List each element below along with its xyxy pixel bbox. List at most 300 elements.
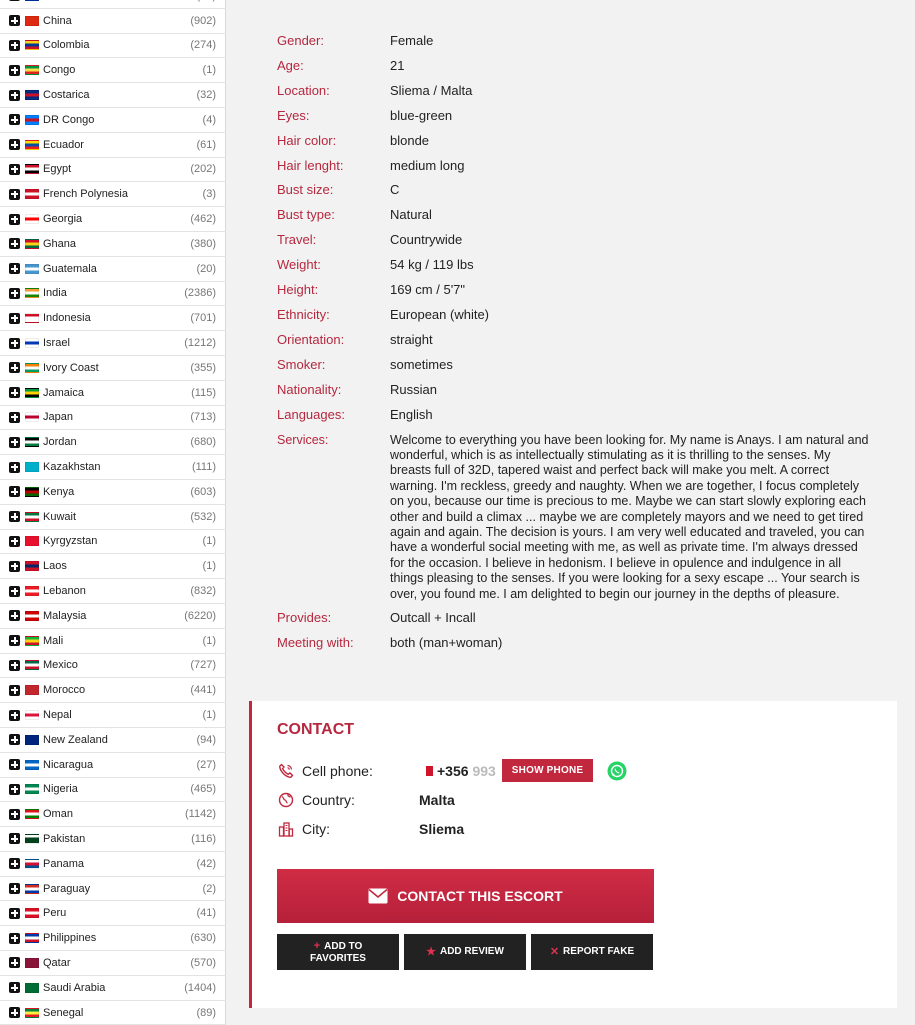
- expand-plus-icon[interactable]: [9, 1007, 20, 1018]
- add-to-favorites-button[interactable]: [277, 934, 399, 970]
- country-flag-icon: [25, 338, 39, 348]
- country-flag-icon: [25, 462, 39, 472]
- country-name: Jordan: [43, 436, 77, 449]
- country-name: New Zealand: [43, 733, 108, 746]
- country-name: Israel: [43, 337, 70, 350]
- expand-plus-icon[interactable]: [9, 610, 20, 621]
- expand-plus-icon[interactable]: [9, 833, 20, 844]
- country-flag-icon: [25, 512, 39, 522]
- sidebar-country-item[interactable]: [0, 728, 226, 753]
- country-flag-icon: [25, 65, 39, 75]
- plus-icon: +: [313, 939, 321, 952]
- envelope-icon: [368, 888, 388, 904]
- expand-plus-icon[interactable]: [9, 114, 20, 125]
- detail-label: Bust size:: [277, 182, 334, 198]
- country-count: (3): [202, 188, 216, 201]
- sidebar-country-item[interactable]: [0, 0, 226, 9]
- detail-value: 21: [390, 57, 405, 73]
- country-flag-icon: [25, 189, 39, 199]
- country-flag-icon: [25, 288, 39, 298]
- sidebar-country-item[interactable]: [0, 926, 226, 951]
- sidebar-country-item[interactable]: [0, 604, 226, 629]
- detail-value: European (white): [390, 306, 489, 322]
- expand-plus-icon[interactable]: [9, 957, 20, 968]
- sidebar-country-item[interactable]: [0, 654, 226, 679]
- country-name: Kuwait: [43, 510, 77, 523]
- country-name: Pakistan: [43, 832, 86, 845]
- country-name: Paraguay: [43, 882, 91, 895]
- city-icon: [278, 821, 294, 837]
- country-flag-icon: [25, 214, 39, 224]
- country-count: (680): [190, 436, 216, 449]
- detail-value: 54 kg / 119 lbs: [390, 257, 474, 273]
- services-label: Services:: [277, 432, 329, 447]
- sidebar-country-item[interactable]: [0, 381, 226, 406]
- country-count: (1): [202, 64, 216, 77]
- country-count: (1212): [184, 337, 216, 350]
- detail-value: both (man+woman): [390, 634, 503, 650]
- report-fake-button[interactable]: [531, 934, 653, 970]
- phone-icon: [278, 763, 294, 779]
- phone-prefix: +356: [437, 762, 469, 779]
- expand-plus-icon[interactable]: [9, 437, 20, 448]
- country-count: (27): [196, 758, 216, 771]
- country-name: China: [43, 14, 72, 27]
- country-flag-icon: [25, 809, 39, 819]
- detail-value: blonde: [390, 132, 430, 148]
- country-count: (727): [190, 659, 216, 672]
- country-count: (462): [190, 213, 216, 226]
- sidebar-country-item[interactable]: [0, 455, 226, 480]
- contact-box: [249, 701, 897, 1008]
- sidebar-country-item[interactable]: [0, 232, 226, 257]
- country-flag-icon: [25, 586, 39, 596]
- detail-value: Sliema / Malta: [390, 82, 473, 98]
- city-label: City:: [302, 821, 330, 837]
- country-flag-icon: [25, 710, 39, 720]
- country-flag-icon: [25, 437, 39, 447]
- country-line: [278, 792, 455, 808]
- sidebar-country-item[interactable]: [0, 827, 226, 852]
- country-label: Country:: [302, 792, 355, 808]
- country-name: DR Congo: [43, 113, 95, 126]
- country-count: (603): [190, 485, 216, 498]
- sidebar-country-item[interactable]: [0, 1001, 226, 1025]
- country-count: (1): [202, 634, 216, 647]
- sidebar-country-item[interactable]: [0, 133, 226, 158]
- city-line: [278, 821, 464, 837]
- detail-row: [277, 253, 877, 278]
- country-flag-icon: [25, 859, 39, 869]
- sidebar-country-item[interactable]: [0, 505, 226, 530]
- country-name: Indonesia: [43, 312, 91, 325]
- country-count: (355): [190, 361, 216, 374]
- expand-plus-icon[interactable]: [9, 288, 20, 299]
- country-count: (570): [190, 956, 216, 969]
- sidebar-country-item[interactable]: [0, 877, 226, 902]
- country-flag-icon: [25, 412, 39, 422]
- country-name: Jamaica: [43, 386, 84, 399]
- detail-row: [277, 129, 877, 154]
- country-flag-icon: [25, 685, 39, 695]
- detail-value: Russian: [390, 381, 437, 397]
- sidebar-country-item[interactable]: [0, 753, 226, 778]
- country-flag-icon: [25, 164, 39, 174]
- sidebar-country-item[interactable]: [0, 58, 226, 83]
- country-count: (465): [190, 783, 216, 796]
- expand-plus-icon[interactable]: [9, 982, 20, 993]
- whatsapp-icon[interactable]: [607, 761, 627, 781]
- country-count: [196, 0, 216, 2]
- expand-plus-icon[interactable]: [9, 313, 20, 324]
- detail-label: Orientation:: [277, 331, 345, 347]
- sidebar-country-item[interactable]: [0, 629, 226, 654]
- country-name: Morocco: [43, 684, 86, 697]
- sidebar-country-item[interactable]: [0, 9, 226, 34]
- sidebar-country-item[interactable]: [0, 34, 226, 59]
- country-count: (89): [196, 1006, 216, 1019]
- cross-icon: ✕: [549, 946, 560, 958]
- detail-value: blue-green: [390, 107, 453, 123]
- country-name: Laos: [43, 560, 67, 573]
- expand-plus-icon[interactable]: [9, 65, 20, 76]
- services-text: Welcome to everything you have been looking for. My name is Anays. I am natural and wonderful, which is as intellectually stimulating as it is thrilling to the senses. My breasts full of 32D, tapered waist and perfect back will make you melt. A correct warning. I'm reckless, greedy and naughty. When we are together, I focus completely on you, because our time is precious to me. Maybe we can start slowly exploring each other and build a climax ... maybe we are completely mayors and we need to get tired again and again. The decision is yours. I am very well educated and traveled, you can have a wonderful social meeting with me, as well as private time. I'm always dressed for the occasion. I believe in hedonism. I believe in opulence and indulgence in all things pleasing to the senses. If you were looking for a sexy escape ... Your search is over, you found me. I am delighted to begin our journey in the depths of pleasure.: [390, 432, 869, 601]
- country-flag-icon: [25, 735, 39, 745]
- country-name: [43, 0, 196, 2]
- expand-plus-icon[interactable]: [9, 338, 20, 349]
- country-count: (1): [202, 709, 216, 721]
- sidebar-country-item[interactable]: [0, 778, 226, 803]
- expand-plus-icon[interactable]: [9, 759, 20, 770]
- sidebar-country-item[interactable]: [0, 480, 226, 505]
- expand-plus-icon[interactable]: [9, 858, 20, 869]
- country-count: (701): [190, 312, 216, 325]
- country-count: (380): [190, 237, 216, 250]
- country-count: (1): [202, 535, 216, 548]
- detail-label: Height:: [277, 282, 319, 298]
- country-count: (116): [191, 832, 216, 845]
- expand-plus-icon[interactable]: [9, 214, 20, 225]
- favorites-label-2: FAVORITES: [310, 952, 366, 964]
- sidebar-country-item[interactable]: [0, 356, 226, 381]
- country-name: Kazakhstan: [43, 461, 101, 474]
- country-count: (6220): [184, 609, 216, 622]
- country-flag-icon: [25, 16, 39, 26]
- contact-escort-label: CONTACT THIS ESCORT: [397, 888, 563, 904]
- star-icon: ★: [426, 946, 436, 958]
- country-count: (713): [190, 411, 216, 424]
- country-name: Malaysia: [43, 609, 87, 622]
- country-flag-icon: [25, 660, 39, 670]
- country-count: (41): [196, 907, 216, 920]
- sidebar-country-item[interactable]: [0, 257, 226, 282]
- country-flag-icon: [25, 363, 39, 373]
- sidebar-country-item[interactable]: [0, 108, 226, 133]
- favorites-label-1: ADD TO: [324, 940, 363, 952]
- country-name: Panama: [43, 857, 84, 870]
- country-name: Ecuador: [43, 138, 84, 151]
- detail-row: [277, 378, 877, 403]
- country-name: Philippines: [43, 932, 97, 945]
- country-count: (111): [191, 461, 216, 474]
- country-name: Saudi Arabia: [43, 981, 106, 994]
- phone-partial: 993: [472, 762, 496, 779]
- detail-row: [277, 203, 877, 228]
- detail-label: Hair color:: [277, 132, 337, 148]
- sidebar-country-item[interactable]: [0, 852, 226, 877]
- country-name: Japan: [43, 411, 73, 424]
- country-flag-icon: [25, 983, 39, 993]
- country-name: Nigeria: [43, 783, 78, 796]
- expand-plus-icon[interactable]: [9, 486, 20, 497]
- country-count: (42): [196, 857, 216, 870]
- country-count: (1): [202, 560, 216, 573]
- country-name: Mali: [43, 634, 64, 647]
- country-count: (32): [196, 89, 216, 102]
- expand-plus-icon[interactable]: [9, 784, 20, 795]
- country-flag-icon: [25, 388, 39, 398]
- country-count: (1142): [185, 808, 216, 821]
- country-count: (274): [190, 39, 216, 52]
- detail-rows-after: [277, 606, 877, 656]
- detail-value: medium long: [390, 157, 465, 173]
- expand-plus-icon[interactable]: [9, 536, 20, 547]
- country-name: Qatar: [43, 956, 71, 969]
- country-count: (61): [196, 138, 216, 151]
- detail-row: [277, 328, 877, 353]
- detail-row: [277, 79, 877, 104]
- detail-row: [277, 403, 877, 428]
- sidebar-country-item[interactable]: [0, 282, 226, 307]
- country-name: Kyrgyzstan: [43, 535, 98, 548]
- country-flag-icon: [25, 115, 39, 125]
- country-flag-icon: [25, 313, 39, 323]
- expand-plus-icon[interactable]: [9, 561, 20, 572]
- detail-value: C: [390, 182, 400, 198]
- sidebar-country-item[interactable]: [0, 306, 226, 331]
- country-flag-icon: [25, 908, 39, 918]
- sidebar-country-item[interactable]: [0, 207, 226, 232]
- country-flag-icon: [25, 487, 39, 497]
- country-name: Nicaragua: [43, 758, 94, 771]
- expand-plus-icon[interactable]: [9, 734, 20, 745]
- sidebar-country-item[interactable]: [0, 182, 226, 207]
- sidebar-country-item[interactable]: [0, 678, 226, 703]
- contact-title: CONTACT: [277, 721, 355, 738]
- detail-label: Meeting with:: [277, 634, 354, 650]
- expand-plus-icon[interactable]: [9, 40, 20, 51]
- expand-plus-icon[interactable]: [9, 908, 20, 919]
- country-name: Peru: [43, 907, 67, 920]
- country-name: Kenya: [43, 485, 75, 498]
- detail-label: Provides:: [277, 609, 332, 625]
- detail-value: Outcall + Incall: [390, 609, 476, 625]
- expand-plus-icon[interactable]: [9, 660, 20, 671]
- cell-phone-line: [278, 759, 627, 782]
- phone-number: [437, 763, 496, 779]
- expand-plus-icon[interactable]: [9, 164, 20, 175]
- country-flag-icon: [25, 611, 39, 621]
- detail-label: Bust type:: [277, 207, 335, 223]
- detail-label: Eyes:: [277, 107, 310, 123]
- detail-value: straight: [390, 331, 433, 347]
- sidebar-country-item[interactable]: [0, 579, 226, 604]
- country-name: India: [43, 287, 67, 300]
- country-flag-icon: [25, 1008, 39, 1018]
- expand-plus-icon[interactable]: [9, 263, 20, 274]
- expand-plus-icon[interactable]: [9, 511, 20, 522]
- expand-plus-icon[interactable]: [9, 90, 20, 101]
- country-name: Guatemala: [43, 262, 97, 275]
- services-row: [277, 428, 877, 606]
- show-phone-button[interactable]: SHOW PHONE: [502, 759, 593, 782]
- country-name: Congo: [43, 64, 76, 77]
- detail-row: [277, 154, 877, 179]
- detail-label: Languages:: [277, 406, 345, 422]
- detail-row: [277, 606, 877, 631]
- country-flag-icon: [25, 784, 39, 794]
- city-value: Sliema: [419, 821, 465, 837]
- detail-row: [277, 104, 877, 129]
- sidebar-country-item[interactable]: [0, 530, 226, 555]
- expand-plus-icon[interactable]: [9, 139, 20, 150]
- profile-details: [277, 29, 877, 656]
- detail-row: [277, 303, 877, 328]
- report-label: REPORT FAKE: [563, 946, 635, 957]
- country-count: (630): [190, 932, 216, 945]
- cell-phone-label: Cell phone:: [302, 762, 373, 779]
- country-flag-icon: [25, 40, 39, 50]
- expand-plus-icon[interactable]: [9, 412, 20, 423]
- country-flag-icon: [25, 933, 39, 943]
- sidebar-country-item[interactable]: [0, 802, 226, 827]
- country-count: (2386): [184, 287, 216, 300]
- detail-value: sometimes: [390, 356, 453, 372]
- country-name: Egypt: [43, 163, 72, 176]
- sidebar-country-item[interactable]: [0, 703, 226, 728]
- detail-row: [277, 178, 877, 203]
- expand-plus-icon[interactable]: [9, 809, 20, 820]
- country-count: (902): [190, 14, 216, 27]
- expand-plus-icon[interactable]: [9, 387, 20, 398]
- detail-value: English: [390, 406, 433, 422]
- country-name: Lebanon: [43, 585, 86, 598]
- country-flag-icon: [25, 0, 39, 1]
- sidebar-country-item[interactable]: [0, 83, 226, 108]
- detail-label: Nationality:: [277, 381, 342, 397]
- detail-row: [277, 29, 877, 54]
- country-name: Colombia: [43, 39, 90, 52]
- country-flag-icon: [25, 834, 39, 844]
- country-count: (441): [190, 684, 216, 697]
- country-flag-icon: [25, 958, 39, 968]
- expand-plus-icon[interactable]: [9, 189, 20, 200]
- expand-plus-icon[interactable]: [9, 238, 20, 249]
- country-name: Ghana: [43, 237, 77, 250]
- detail-label: Age:: [277, 57, 304, 73]
- sidebar-country-item[interactable]: [0, 331, 226, 356]
- sidebar-country-item[interactable]: [0, 976, 226, 1001]
- detail-value: 169 cm / 5'7": [390, 282, 466, 298]
- sidebar-country-item[interactable]: [0, 901, 226, 926]
- sidebar-country-item[interactable]: [0, 406, 226, 431]
- country-list: [0, 0, 226, 1025]
- detail-label: Hair lenght:: [277, 157, 344, 173]
- malta-flag-icon: [419, 766, 433, 776]
- country-count: (20): [196, 262, 216, 275]
- country-name: Georgia: [43, 213, 83, 226]
- add-review-button[interactable]: [404, 934, 526, 970]
- expand-plus-icon[interactable]: [9, 710, 20, 721]
- contact-escort-button[interactable]: [277, 869, 654, 923]
- favorites-text: [310, 940, 366, 965]
- country-flag-icon: [25, 140, 39, 150]
- country-flag-icon: [25, 561, 39, 571]
- sidebar-country-item[interactable]: [0, 158, 226, 183]
- expand-plus-icon[interactable]: [9, 883, 20, 894]
- country-flag-icon: [25, 760, 39, 770]
- detail-row: [277, 631, 877, 656]
- country-name: Senegal: [43, 1006, 84, 1019]
- country-count: (4): [202, 113, 216, 126]
- country-name: Ivory Coast: [43, 361, 99, 374]
- detail-rows: [277, 29, 877, 428]
- detail-value: Countrywide: [390, 232, 463, 248]
- country-count: (94): [196, 733, 216, 746]
- country-flag-icon: [25, 239, 39, 249]
- detail-row: [277, 54, 877, 79]
- review-label: ADD REVIEW: [439, 946, 504, 957]
- country-name: Mexico: [43, 659, 78, 672]
- country-name: Costarica: [43, 89, 90, 102]
- country-name: French Polynesia: [43, 188, 128, 201]
- sidebar-country-item[interactable]: [0, 951, 226, 976]
- globe-icon: [278, 792, 294, 808]
- country-flag-icon: [25, 536, 39, 546]
- expand-plus-icon[interactable]: [9, 15, 20, 26]
- expand-plus-icon[interactable]: [9, 462, 20, 473]
- detail-value: Natural: [390, 207, 432, 223]
- detail-label: Gender:: [277, 33, 324, 48]
- country-flag-icon: [25, 264, 39, 274]
- country-count: (115): [191, 386, 216, 399]
- expand-plus-icon[interactable]: [9, 0, 20, 1]
- sidebar-country-item[interactable]: [0, 554, 226, 579]
- expand-plus-icon[interactable]: [9, 933, 20, 944]
- country-flag-icon: [25, 884, 39, 894]
- expand-plus-icon[interactable]: [9, 586, 20, 597]
- expand-plus-icon[interactable]: [9, 635, 20, 646]
- detail-row: [277, 278, 877, 303]
- detail-row: [277, 228, 877, 253]
- country-value: Malta: [419, 792, 455, 808]
- expand-plus-icon[interactable]: [9, 362, 20, 373]
- country-name: Oman: [43, 808, 73, 821]
- country-count: (202): [190, 163, 216, 176]
- expand-plus-icon[interactable]: [9, 685, 20, 696]
- detail-row: [277, 353, 877, 378]
- country-count: (1404): [184, 981, 216, 994]
- country-sidebar: [0, 0, 226, 1024]
- country-flag-icon: [25, 636, 39, 646]
- country-count: (832): [190, 585, 216, 598]
- detail-label: Ethnicity:: [277, 306, 330, 322]
- sidebar-country-item[interactable]: [0, 430, 226, 455]
- country-name: Nepal: [43, 709, 72, 721]
- country-count: (532): [190, 510, 216, 523]
- detail-label: Smoker:: [277, 356, 326, 372]
- country-count: (2): [202, 882, 216, 895]
